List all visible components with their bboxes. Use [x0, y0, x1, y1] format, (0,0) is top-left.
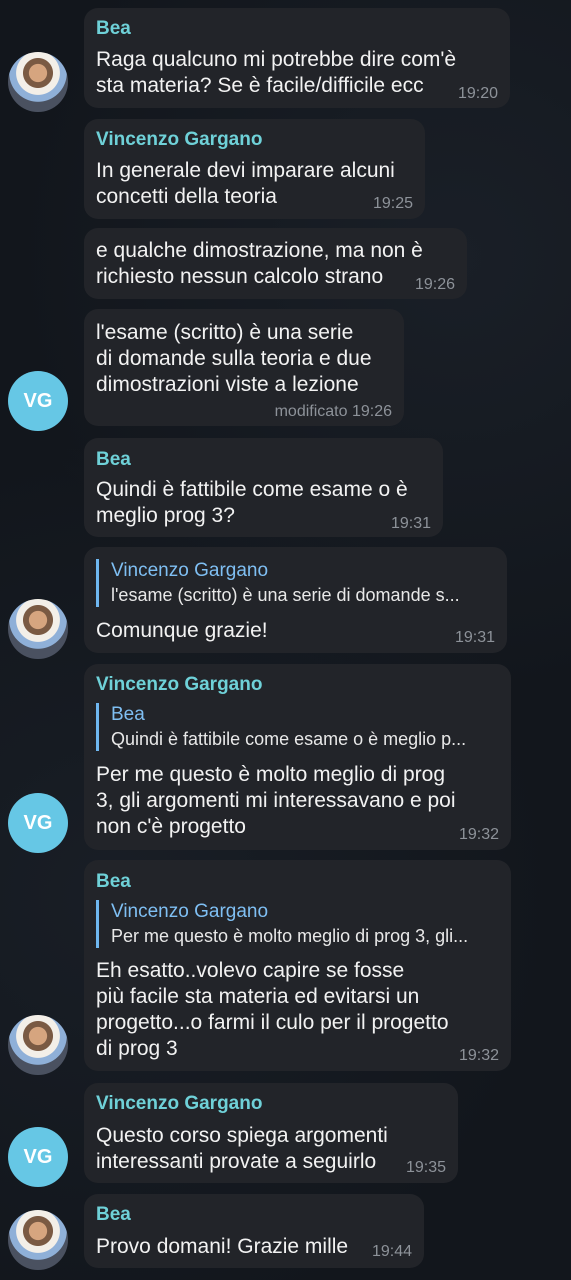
message-text: Questo corso spiega argomenti interessanti provate a seguirlo	[96, 1124, 388, 1173]
message-bubble[interactable]	[84, 547, 507, 653]
message-bubble[interactable]	[84, 438, 443, 537]
message-text: l'esame (scritto) è una serie di domande sulla teoria e due dimostrazioni viste a lezione	[96, 321, 372, 396]
avatar-vincenzo[interactable]	[8, 793, 68, 853]
message-time: 19:32	[458, 1047, 499, 1064]
avatar-vincenzo[interactable]	[8, 371, 68, 431]
message-bubble[interactable]	[84, 8, 510, 108]
avatar-initials: VG	[23, 389, 53, 412]
avatar-bea[interactable]	[8, 1210, 68, 1270]
reply-sender: Vincenzo Gargano	[111, 901, 269, 922]
sender-name[interactable]: Vincenzo Gargano	[96, 1093, 263, 1114]
message-text: Quindi è fattibile come esame o è meglio prog 3?	[96, 478, 408, 527]
message-time: 19:20	[457, 85, 498, 102]
reply-text: Quindi è fattibile come esame o è meglio p...	[111, 729, 467, 749]
reply-sender: Bea	[111, 704, 145, 725]
message-bubble[interactable]	[84, 309, 404, 426]
sender-name[interactable]: Vincenzo Gargano	[96, 129, 263, 150]
avatar-bea[interactable]	[8, 1015, 68, 1075]
message-bubble[interactable]	[84, 1194, 424, 1268]
avatar-bea[interactable]	[8, 599, 68, 659]
message-bubble[interactable]	[84, 860, 511, 1071]
message-time: 19:31	[390, 515, 431, 532]
reply-sender: Vincenzo Gargano	[111, 560, 269, 581]
message-time: 19:26	[414, 276, 455, 293]
reply-quote[interactable]	[96, 559, 460, 607]
message-text: Raga qualcuno mi potrebbe dire com'è sta materia? Se è facile/difficile ecc	[96, 48, 457, 97]
message-time: 19:25	[372, 195, 413, 212]
message-text: Eh esatto..volevo capire se fosse più facile sta materia ed evitarsi un progetto...o farmi il culo per il progetto di prog 3	[96, 959, 449, 1060]
message-bubble[interactable]	[84, 119, 425, 219]
sender-name[interactable]: Bea	[96, 1204, 131, 1225]
reply-quote[interactable]	[96, 900, 468, 948]
message-text: Per me questo è molto meglio di prog 3, gli argomenti mi interessavano e poi non c'è progetto	[96, 763, 456, 838]
reply-quote[interactable]	[96, 703, 466, 751]
message-time: 19:44	[371, 1243, 412, 1260]
reply-text: l'esame (scritto) è una serie di domande s...	[111, 585, 460, 605]
message-text: e qualche dimostrazione, ma non è richiesto nessun calcolo strano	[96, 239, 423, 288]
sender-name[interactable]: Bea	[96, 18, 131, 39]
sender-name[interactable]: Vincenzo Gargano	[96, 674, 263, 695]
avatar-vincenzo[interactable]	[8, 1127, 68, 1187]
avatar-initials: VG	[23, 811, 53, 834]
message-bubble[interactable]	[84, 228, 467, 299]
message-bubble[interactable]	[84, 1083, 458, 1183]
sender-name[interactable]: Bea	[96, 449, 131, 470]
message-time: 19:32	[458, 826, 499, 843]
message-time: 19:35	[405, 1159, 446, 1176]
avatar-initials: VG	[23, 1145, 53, 1168]
message-text: Comunque grazie!	[96, 619, 268, 642]
message-time: modificato 19:26	[274, 403, 392, 420]
message-bubble[interactable]	[84, 664, 511, 850]
message-text: Provo domani! Grazie mille	[96, 1235, 349, 1258]
avatar-bea[interactable]	[8, 52, 68, 112]
message-text: In generale devi imparare alcuni concetti della teoria	[96, 159, 395, 208]
sender-name[interactable]: Bea	[96, 871, 131, 892]
message-time: 19:31	[454, 629, 495, 646]
reply-text: Per me questo è molto meglio di prog 3, gli...	[111, 926, 469, 946]
